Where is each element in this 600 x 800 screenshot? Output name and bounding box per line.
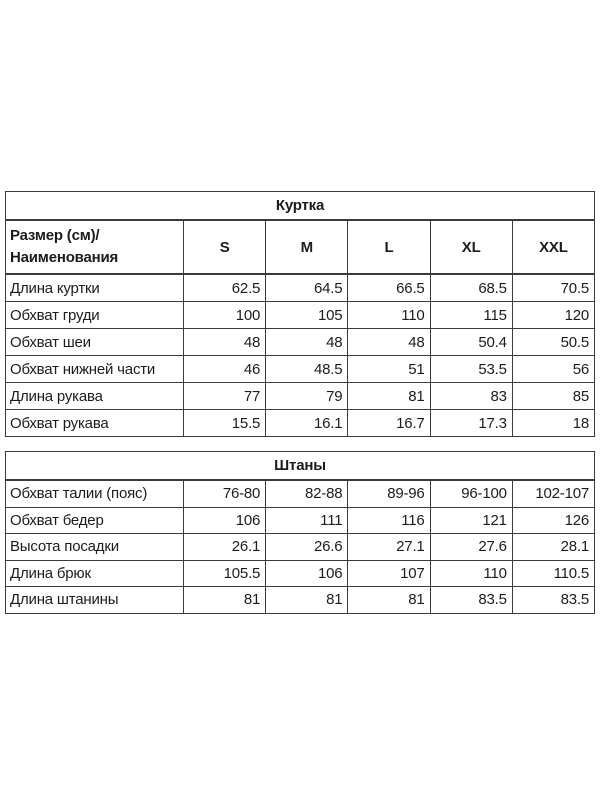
cell-value: 50.5 <box>512 329 594 356</box>
cell-value: 48 <box>184 329 266 356</box>
cell-value: 51 <box>348 356 430 383</box>
cell-value: 96-100 <box>430 480 512 507</box>
cell-value: 64.5 <box>266 274 348 302</box>
pants-size-table <box>5 451 595 614</box>
cell-value: 105.5 <box>184 560 266 587</box>
cell-value: 107 <box>348 560 430 587</box>
cell-value: 79 <box>266 383 348 410</box>
row-label: Обхват груди <box>6 302 184 329</box>
cell-value: 83.5 <box>430 587 512 614</box>
cell-value: 26.6 <box>266 534 348 561</box>
cell-value: 110 <box>430 560 512 587</box>
table-row <box>6 452 595 481</box>
table-row <box>6 410 595 437</box>
cell-value: 48 <box>348 329 430 356</box>
cell-value: 56 <box>512 356 594 383</box>
row-label: Длина брюк <box>6 560 184 587</box>
row-label: Обхват рукава <box>6 410 184 437</box>
cell-value: 83.5 <box>512 587 594 614</box>
table-row <box>6 274 595 302</box>
table-row <box>6 302 595 329</box>
row-label: Обхват нижней части <box>6 356 184 383</box>
pants-table-title: Штаны <box>6 452 595 481</box>
cell-value: 121 <box>430 507 512 534</box>
row-label: Обхват талии (пояс) <box>6 480 184 507</box>
row-label: Длина куртки <box>6 274 184 302</box>
cell-value: 126 <box>512 507 594 534</box>
row-label: Обхват шеи <box>6 329 184 356</box>
jacket-table-title: Куртка <box>6 192 595 221</box>
size-header-xl: XL <box>430 220 512 274</box>
corner-header-line1: Размер (см)/ <box>10 227 100 245</box>
cell-value: 81 <box>348 587 430 614</box>
cell-value: 110.5 <box>512 560 594 587</box>
cell-value: 100 <box>184 302 266 329</box>
cell-value: 18 <box>512 410 594 437</box>
cell-value: 70.5 <box>512 274 594 302</box>
table-row <box>6 329 595 356</box>
size-header-m: M <box>266 220 348 274</box>
row-label: Длина штанины <box>6 587 184 614</box>
row-label: Высота посадки <box>6 534 184 561</box>
cell-value: 105 <box>266 302 348 329</box>
cell-value: 116 <box>348 507 430 534</box>
cell-value: 46 <box>184 356 266 383</box>
table-row <box>6 192 595 221</box>
table-row <box>6 534 595 561</box>
table-row <box>6 356 595 383</box>
cell-value: 110 <box>348 302 430 329</box>
cell-value: 83 <box>430 383 512 410</box>
cell-value: 26.1 <box>184 534 266 561</box>
size-header-l: L <box>348 220 430 274</box>
cell-value: 85 <box>512 383 594 410</box>
cell-value: 106 <box>184 507 266 534</box>
cell-value: 27.1 <box>348 534 430 561</box>
cell-value: 106 <box>266 560 348 587</box>
cell-value: 62.5 <box>184 274 266 302</box>
cell-value: 16.7 <box>348 410 430 437</box>
cell-value: 53.5 <box>430 356 512 383</box>
table-row <box>6 480 595 507</box>
jacket-size-table <box>5 191 595 437</box>
corner-header-line2: Наименования <box>10 249 119 266</box>
cell-value: 68.5 <box>430 274 512 302</box>
row-label: Обхват бедер <box>6 507 184 534</box>
cell-value: 66.5 <box>348 274 430 302</box>
cell-value: 102-107 <box>512 480 594 507</box>
cell-value: 120 <box>512 302 594 329</box>
corner-header-cell <box>6 220 184 274</box>
row-label: Длина рукава <box>6 383 184 410</box>
table-row <box>6 507 595 534</box>
table-row <box>6 587 595 614</box>
cell-value: 76-80 <box>184 480 266 507</box>
table-row <box>6 560 595 587</box>
cell-value: 81 <box>348 383 430 410</box>
cell-value: 48.5 <box>266 356 348 383</box>
cell-value: 89-96 <box>348 480 430 507</box>
cell-value: 111 <box>266 507 348 534</box>
size-header-xxl: XXL <box>512 220 594 274</box>
cell-value: 27.6 <box>430 534 512 561</box>
cell-value: 28.1 <box>512 534 594 561</box>
cell-value: 17.3 <box>430 410 512 437</box>
cell-value: 50.4 <box>430 329 512 356</box>
cell-value: 48 <box>266 329 348 356</box>
cell-value: 16.1 <box>266 410 348 437</box>
cell-value: 15.5 <box>184 410 266 437</box>
table-row <box>6 220 595 274</box>
cell-value: 82-88 <box>266 480 348 507</box>
cell-value: 77 <box>184 383 266 410</box>
cell-value: 115 <box>430 302 512 329</box>
cell-value: 81 <box>266 587 348 614</box>
size-header-s: S <box>184 220 266 274</box>
cell-value: 81 <box>184 587 266 614</box>
table-row <box>6 383 595 410</box>
